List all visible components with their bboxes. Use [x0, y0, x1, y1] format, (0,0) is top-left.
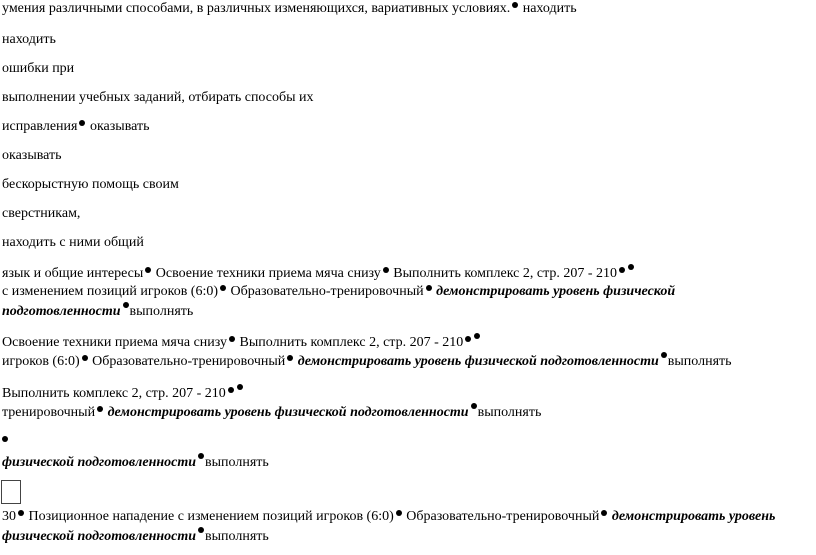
text-span: находить — [522, 1, 577, 16]
text-line-20 — [2, 527, 269, 545]
bullet-icon — [661, 352, 667, 358]
bullet-icon — [619, 267, 625, 273]
bullet-icon — [2, 436, 8, 442]
text-span: 30 — [2, 509, 16, 524]
bullet-icon — [198, 527, 204, 533]
text-line-6 — [2, 147, 62, 164]
text-span: находить с ними общий — [2, 235, 144, 250]
text-line-5 — [2, 118, 150, 135]
bullet-icon — [601, 510, 607, 516]
text-span: оказывать — [89, 119, 150, 134]
text-line-19 — [2, 508, 775, 525]
text-line-17 — [2, 434, 9, 451]
bullet-icon — [474, 333, 480, 339]
bullet-icon — [123, 302, 129, 308]
text-line-8 — [2, 205, 80, 222]
empty-table-cell — [1, 480, 21, 504]
text-span: выполнять — [205, 455, 269, 470]
text-span: бескорыстную помощь своим — [2, 177, 179, 192]
bullet-icon — [426, 285, 432, 291]
text-line-9 — [2, 234, 144, 251]
bullet-icon — [79, 120, 85, 126]
text-span: Освоение техники приема мяча снизу — [155, 266, 381, 281]
text-span: Образовательно-тренировочный — [92, 354, 286, 369]
text-span: Позиционное нападение с изменением позиций игроков (6:0) — [28, 509, 394, 524]
text-span: физической подготовленности — [2, 455, 197, 470]
text-line-14 — [2, 352, 732, 370]
text-line-16 — [2, 403, 541, 421]
bullet-icon — [198, 453, 204, 459]
bullet-icon — [471, 403, 477, 409]
bullet-icon — [228, 387, 234, 393]
text-span: выполнять — [477, 405, 542, 420]
text-line-18 — [2, 453, 269, 471]
text-line-12 — [2, 302, 193, 320]
bullet-icon — [287, 355, 293, 361]
bullet-icon — [229, 336, 235, 342]
text-line-11 — [2, 283, 675, 300]
bullet-icon — [97, 406, 103, 412]
text-span: язык и общие интересы — [2, 266, 144, 281]
text-span: демонстрировать уровень физической подготовленности — [297, 354, 659, 369]
text-span: демонстрировать уровень — [611, 509, 776, 524]
text-span: Выполнить комплекс 2, стр. 207 - 210 — [2, 386, 226, 401]
bullet-icon — [18, 510, 24, 516]
bullet-icon — [82, 355, 88, 361]
bullet-icon — [237, 384, 243, 390]
text-span: физической подготовленности — [2, 529, 197, 544]
text-span: Выполнить комплекс 2, стр. 207 - 210 — [393, 266, 618, 281]
bullet-icon — [145, 267, 151, 273]
text-line-13 — [2, 333, 481, 351]
bullet-icon — [465, 336, 471, 342]
text-span: подготовленности — [2, 304, 121, 319]
text-span: игроков (6:0) — [2, 354, 80, 369]
text-span: тренировочный — [2, 405, 96, 420]
text-span: Освоение техники приема мяча снизу — [2, 335, 228, 350]
text-span: оказывать — [2, 148, 62, 163]
text-span: исправления — [2, 119, 78, 134]
text-span: Выполнить комплекс 2, стр. 207 - 210 — [239, 335, 464, 350]
text-span: выполнять — [129, 304, 194, 319]
text-span: с изменением позиций игроков (6:0) — [2, 284, 219, 299]
bullet-icon — [220, 285, 226, 291]
text-line-1 — [2, 0, 577, 17]
text-span: находить — [2, 32, 56, 47]
text-line-7 — [2, 176, 179, 193]
text-span: выполнять — [667, 354, 732, 369]
bullet-icon — [383, 267, 389, 273]
text-span: Образовательно-тренировочный — [230, 284, 424, 299]
text-line-4 — [2, 89, 314, 106]
text-line-3 — [2, 60, 74, 77]
text-line-15 — [2, 384, 244, 402]
text-span: сверстникам, — [2, 206, 81, 221]
text-span: выполнять — [205, 529, 269, 544]
text-span: выполнении учебных заданий, отбирать способы их — [2, 90, 314, 105]
text-span: демонстрировать уровень физической — [436, 284, 676, 299]
bullet-icon — [512, 2, 518, 8]
text-line-10 — [2, 264, 635, 282]
text-span: Образовательно-тренировочный — [406, 509, 600, 524]
text-span: демонстрировать уровень физической подготовленности — [107, 405, 469, 420]
text-span: умения различными способами, в различных изменяющихся, вариативных условиях. — [2, 1, 511, 16]
text-line-2 — [2, 31, 56, 48]
text-span: ошибки при — [2, 61, 75, 76]
bullet-icon — [628, 264, 634, 270]
bullet-icon — [396, 510, 402, 516]
